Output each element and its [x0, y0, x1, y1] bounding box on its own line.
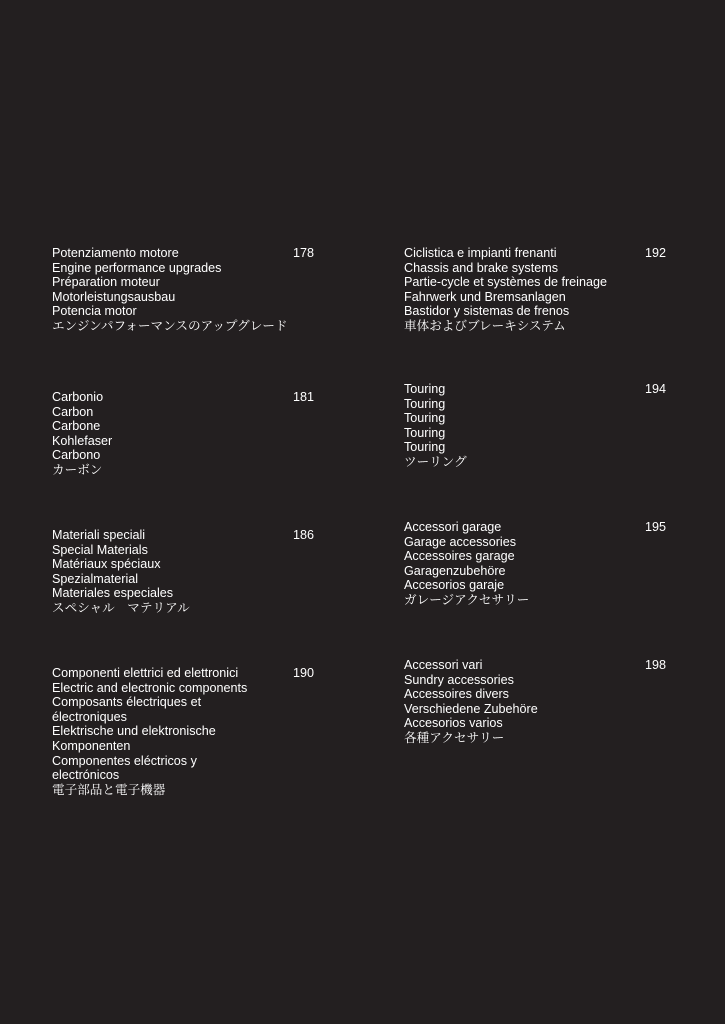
- title-ja: カーボン: [52, 461, 103, 477]
- title-it: Carbonio: [52, 390, 104, 404]
- page-number: 186: [292, 528, 314, 542]
- title-en: Electric and electronic components: [52, 680, 248, 695]
- entry-titles: [52, 390, 280, 478]
- title-en: Carbon: [52, 404, 94, 419]
- title-de: Motorleistungsausbau: [52, 289, 176, 304]
- title-es: Componentes eléctricos y electrónicos: [52, 753, 197, 783]
- title-en: Engine performance upgrades: [52, 260, 222, 275]
- title-de: Garagenzubehöre: [404, 563, 506, 578]
- title-de: Kohlefaser: [52, 433, 113, 448]
- entry-titles: [52, 666, 267, 797]
- page-number: 192: [644, 246, 666, 260]
- title-it: Potenziamento motore: [52, 246, 179, 260]
- title-es: Touring: [404, 440, 446, 455]
- title-es: Carbono: [52, 448, 101, 463]
- toc-entry-touring[interactable]: [404, 382, 666, 470]
- title-ja: 車体およびブレーキシステム: [404, 317, 566, 333]
- title-es: Accesorios garaje: [404, 578, 505, 593]
- title-de: Fahrwerk und Bremsanlagen: [404, 289, 566, 304]
- title-de: Elektrische und elektronische Komponenten: [52, 724, 216, 753]
- title-ja: ツーリング: [404, 453, 467, 469]
- toc-entry-special-materials[interactable]: [52, 528, 314, 616]
- toc-entry-carbon[interactable]: [52, 390, 314, 478]
- title-es: Potencia motor: [52, 304, 137, 319]
- title-fr: Accessoires garage: [404, 549, 515, 564]
- title-es: Materiales especiales: [52, 586, 174, 601]
- title-en: Chassis and brake systems: [404, 260, 558, 275]
- page-number: 178: [292, 246, 314, 260]
- title-ja: 各種アクセサリー: [404, 729, 505, 745]
- title-de: Verschiedene Zubehöre: [404, 701, 538, 716]
- title-it: Componenti elettrici ed elettronici: [52, 666, 239, 680]
- title-fr: Préparation moteur: [52, 275, 160, 290]
- title-it: Accessori garage: [404, 520, 502, 534]
- title-fr: Touring: [404, 411, 446, 426]
- title-fr: Carbone: [52, 419, 101, 434]
- page-number: 190: [292, 666, 314, 680]
- page-number: 181: [292, 390, 314, 404]
- title-it: Accessori vari: [404, 658, 483, 672]
- title-ja: スペシャル マテリアル: [52, 599, 190, 615]
- page-number: 194: [644, 382, 666, 396]
- title-en: Touring: [404, 396, 446, 411]
- toc-entry-garage[interactable]: [404, 520, 666, 608]
- title-it: Touring: [404, 382, 446, 396]
- page-number: 195: [644, 520, 666, 534]
- title-de: Spezialmaterial: [52, 571, 139, 586]
- entry-titles: [404, 246, 632, 334]
- entry-titles: [404, 520, 632, 608]
- title-it: Ciclistica e impianti frenanti: [404, 246, 557, 260]
- title-ja: エンジンパフォーマンスのアップグレード: [52, 317, 288, 333]
- toc-entry-chassis[interactable]: [404, 246, 666, 334]
- entry-titles: [404, 658, 632, 746]
- page-number: 198: [644, 658, 666, 672]
- title-en: Garage accessories: [404, 534, 516, 549]
- title-fr: Partie-cycle et systèmes de freinage: [404, 275, 607, 290]
- title-en: Special Materials: [52, 542, 148, 557]
- title-fr: Matériaux spéciaux: [52, 557, 161, 572]
- title-es: Accesorios varios: [404, 716, 503, 731]
- title-fr: Accessoires divers: [404, 687, 509, 702]
- toc-entry-sundry[interactable]: [404, 658, 666, 746]
- title-ja: ガレージアクセサリー: [404, 591, 530, 607]
- title-it: Materiali speciali: [52, 528, 146, 542]
- entry-titles: [52, 246, 288, 334]
- entry-titles: [404, 382, 632, 470]
- toc-entry-electric[interactable]: [52, 666, 314, 797]
- entry-titles: [52, 528, 280, 616]
- title-es: Bastidor y sistemas de frenos: [404, 304, 570, 319]
- title-fr: Composants électriques et électroniques: [52, 695, 202, 724]
- title-en: Sundry accessories: [404, 672, 514, 687]
- title-de: Touring: [404, 425, 446, 440]
- title-ja: 電子部品と電子機器: [52, 781, 166, 797]
- toc-entry-engine[interactable]: [52, 246, 314, 334]
